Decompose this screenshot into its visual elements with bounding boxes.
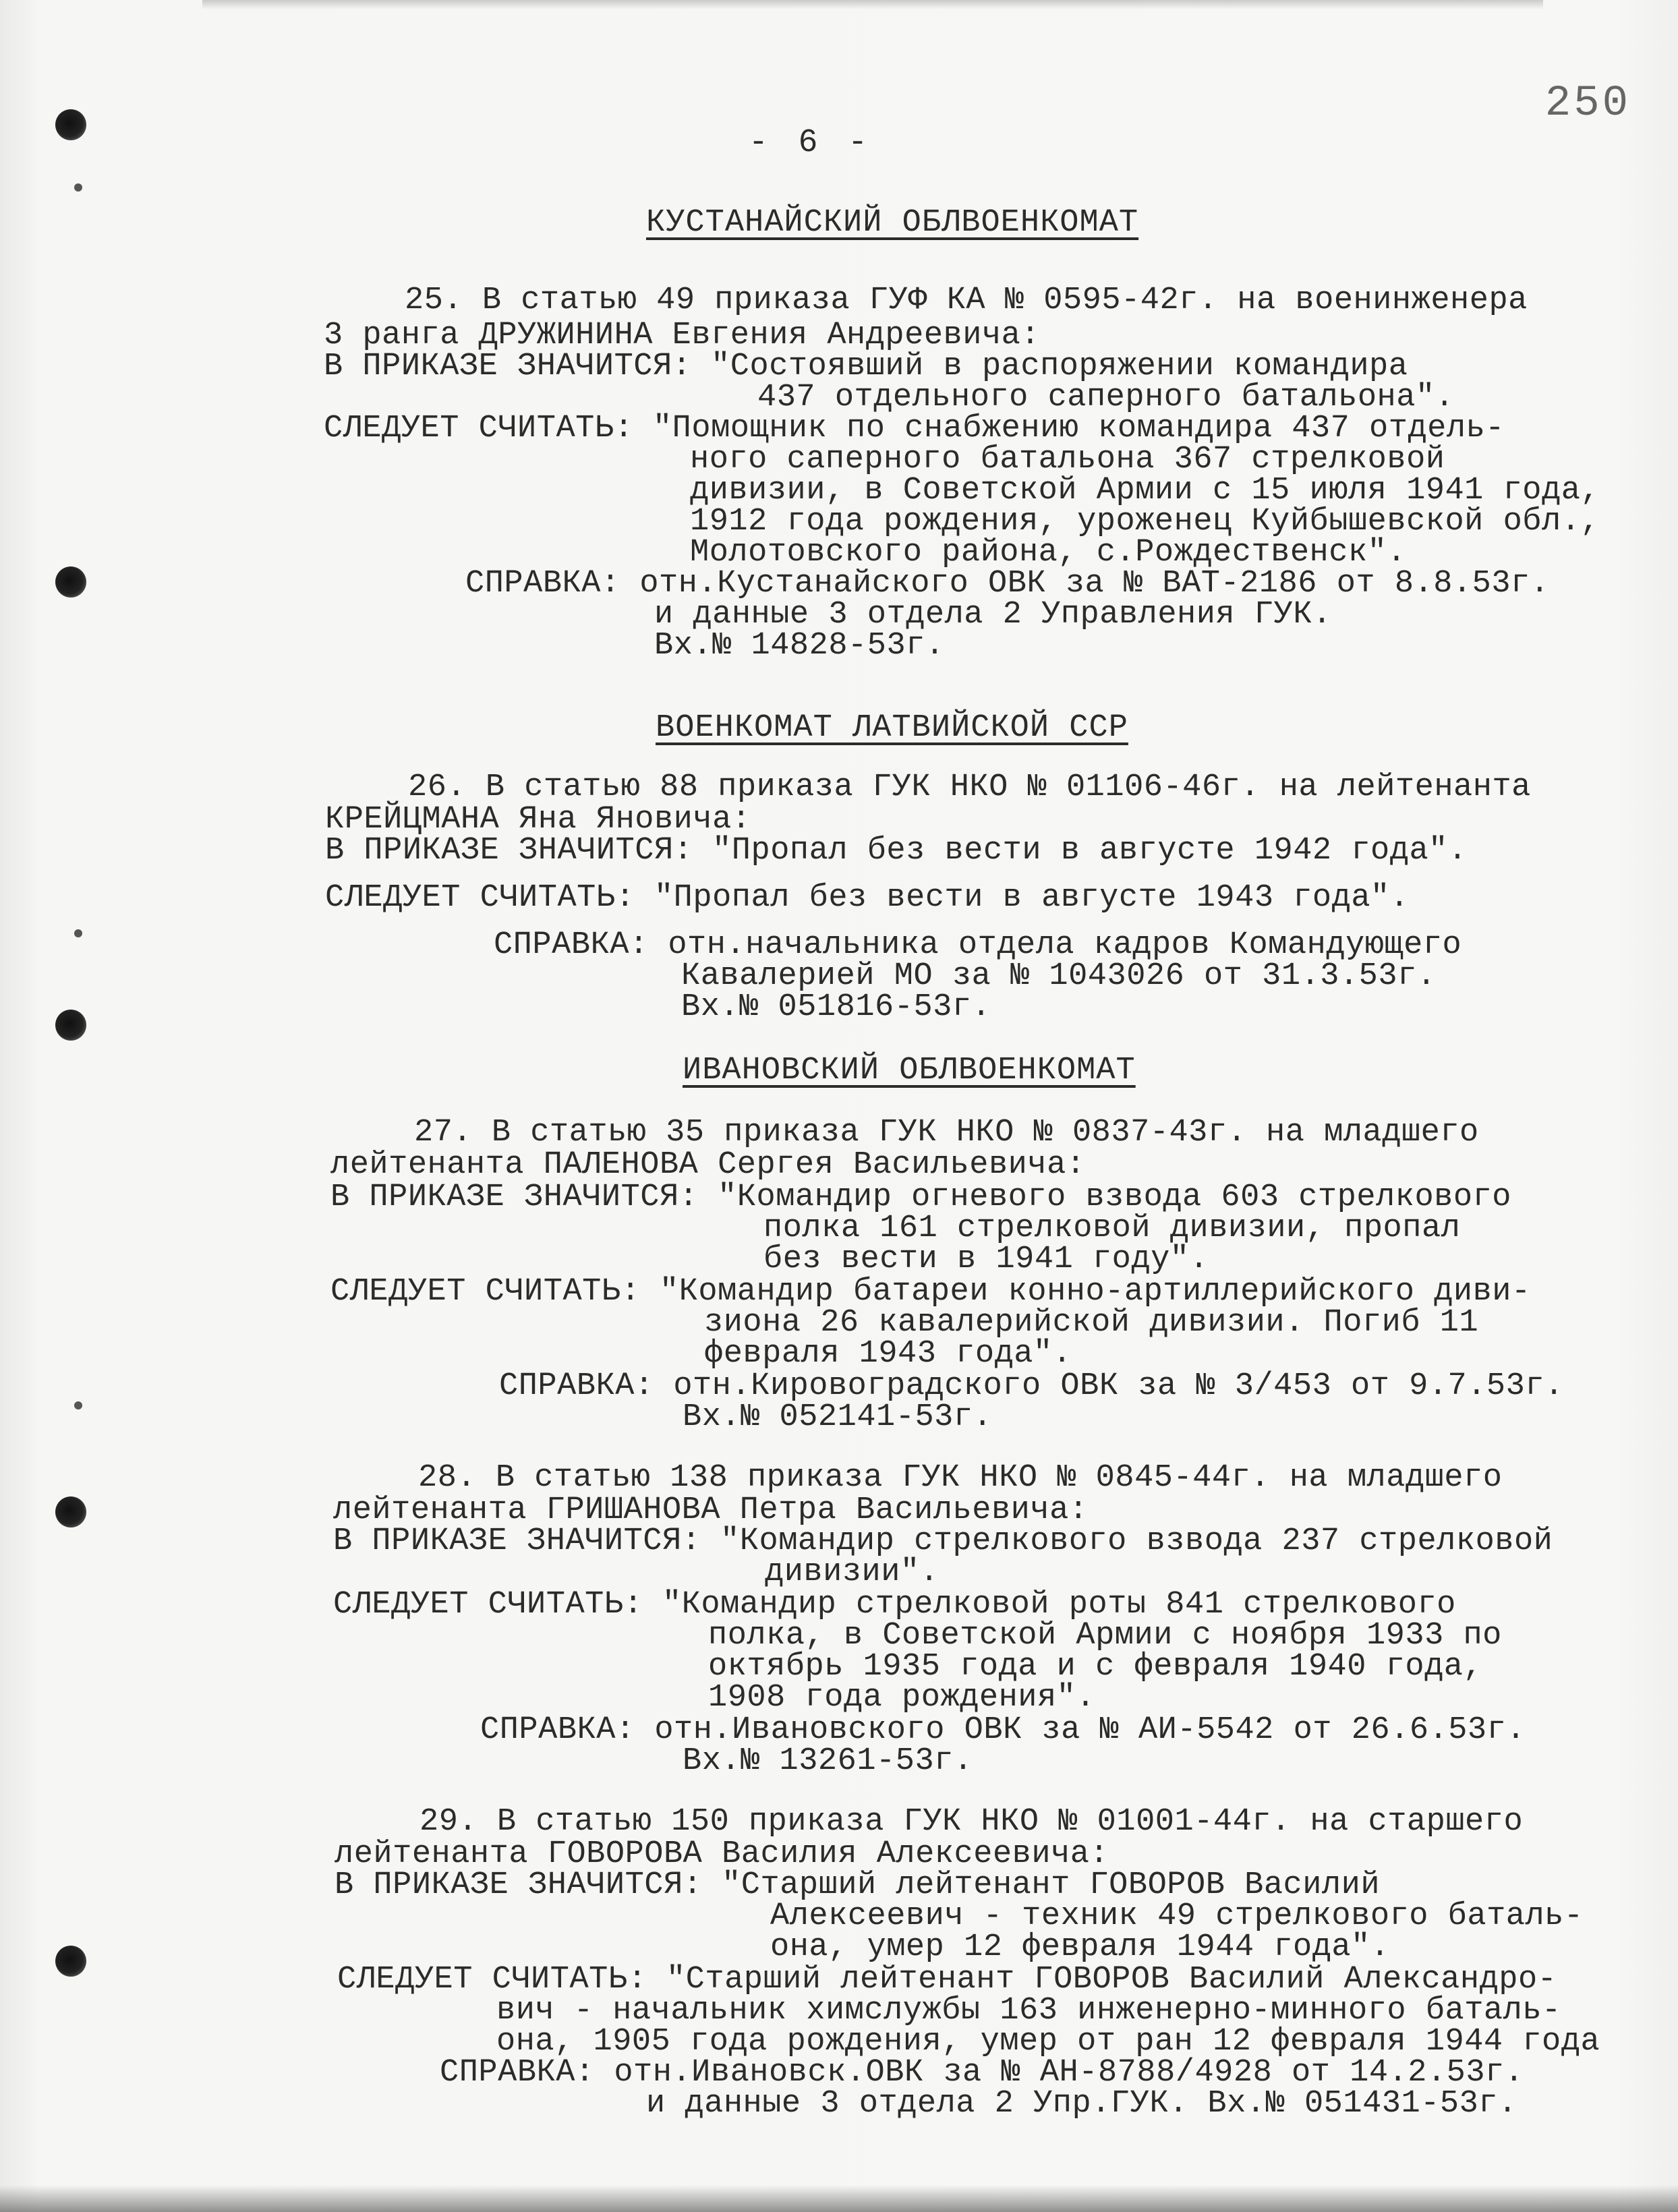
entry-text: и данные 3 отдела 2 Управления ГУК. [654, 597, 1332, 633]
page-number: - 6 - [749, 125, 873, 161]
entry-text: вич - начальник химслужбы 163 инженерно-минного баталь- [496, 1993, 1561, 2029]
entry-text: СПРАВКА: отн.Ивановского ОВК за № АИ-5542 от 26.6.53г. [480, 1712, 1526, 1748]
entry-text: СПРАВКА: отн.начальника отдела кадров Командующего [494, 927, 1462, 963]
entry-text: 29. В статью 150 приказа ГУК НКО № 01001-44г. на старшего [420, 1804, 1524, 1840]
entry-text: 437 отдельного саперного батальона". [757, 380, 1455, 415]
entry-text: Вх.№ 051816-53г. [681, 989, 991, 1025]
entry-text: Вх.№ 052141-53г. [683, 1399, 993, 1435]
entry-text: Вх.№ 13261-53г. [683, 1743, 973, 1779]
punch-hole [55, 1946, 86, 1977]
scan-speck [74, 183, 82, 192]
section-heading: ВОЕНКОМАТ ЛАТВИЙСКОЙ ССР [656, 710, 1128, 746]
entry-text: октябрь 1935 года и с февраля 1940 года, [708, 1649, 1483, 1685]
scan-speck [74, 929, 82, 937]
entry-text: Вх.№ 14828-53г. [654, 628, 945, 664]
entry-text: ного саперного батальона 367 стрелковой [690, 442, 1445, 477]
entry-text: она, умер 12 февраля 1944 года". [770, 1929, 1390, 1965]
punch-hole [55, 1496, 86, 1527]
entry-text: СПРАВКА: отн.Кировоградского ОВК за № 3/453 от 9.7.53г. [499, 1368, 1564, 1404]
entry-text: СПРАВКА: отн.Ивановск.ОВК за № АН-8788/4928 от 14.2.53г. [440, 2055, 1524, 2091]
entry-text: СЛЕДУЕТ СЧИТАТЬ: "Пропал без вести в августе 1943 года". [325, 880, 1410, 916]
scan-edge-bottom [0, 2185, 1678, 2212]
entry-text: февраля 1943 года". [704, 1336, 1072, 1372]
entry-text: СЛЕДУЕТ СЧИТАТЬ: "Командир стрелковой роты 841 стрелкового [333, 1587, 1456, 1623]
entry-text: 1908 года рождения". [708, 1680, 1096, 1716]
punch-hole [55, 109, 86, 140]
entry-text: Молотовского района, с.Рождественск". [690, 535, 1407, 571]
entry-text: В ПРИКАЗЕ ЗНАЧИТСЯ: "Пропал без вести в августе 1942 года". [325, 833, 1468, 869]
entry-text: КРЕЙЦМАНА Яна Яновича: [325, 802, 751, 838]
entry-text: лейтенанта ПАЛЕНОВА Сергея Васильевича: [330, 1147, 1086, 1183]
scan-speck [74, 1401, 82, 1409]
punch-hole [55, 1010, 86, 1041]
entry-text: дивизии, в Советской Армии с 15 июля 1941 года, [690, 473, 1600, 508]
entry-text: Алексеевич - техник 49 стрелкового баталь- [770, 1898, 1584, 1934]
entry-text: 3 ранга ДРУЖИНИНА Евгения Андреевича: [324, 318, 1041, 353]
entry-text: полка 161 стрелковой дивизии, пропал [763, 1211, 1461, 1246]
entry-text: 27. В статью 35 приказа ГУК НКО № 0837-43г. на младшего [414, 1115, 1479, 1151]
entry-text: дивизии". [765, 1554, 939, 1590]
entry-text: лейтенанта ГОВОРОВА Василия Алексеевича: [335, 1836, 1109, 1872]
entry-text: 1912 года рождения, уроженец Куйбышевской обл., [690, 504, 1600, 540]
entry-text: СЛЕДУЕТ СЧИТАТЬ: "Помощник по снабжению командира 437 отдель- [324, 411, 1505, 446]
archive-stamp-number: 250 [1544, 80, 1631, 128]
entry-text: 26. В статью 88 приказа ГУК НКО № 01106-46г. на лейтенанта [408, 769, 1531, 805]
entry-text: В ПРИКАЗЕ ЗНАЧИТСЯ: "Состоявший в распоряжении командира [324, 349, 1408, 384]
entry-text: Кавалерией МО за № 1043026 от 31.3.53г. [681, 958, 1437, 994]
entry-text: полка, в Советской Армии с ноября 1933 по [708, 1618, 1502, 1654]
entry-text: В ПРИКАЗЕ ЗНАЧИТСЯ: "Старший лейтенант ГОВОРОВ Василий [335, 1867, 1381, 1903]
entry-text: она, 1905 года рождения, умер от ран 12 февраля 1944 года [496, 2024, 1600, 2060]
punch-hole [55, 566, 86, 598]
entry-text: 28. В статью 138 приказа ГУК НКО № 0845-44г. на младшего [418, 1460, 1503, 1496]
entry-text: СЛЕДУЕТ СЧИТАТЬ: "Командир батареи конно-артиллерийского диви- [330, 1274, 1531, 1310]
scan-edge-top [202, 0, 1543, 9]
entry-text: В ПРИКАЗЕ ЗНАЧИТСЯ: "Командир огневого взвода 603 стрелкового [330, 1180, 1511, 1215]
entry-text: 25. В статью 49 приказа ГУФ КА № 0595-42г. на военинженера [405, 283, 1528, 318]
entry-text: лейтенанта ГРИШАНОВА Петра Васильевича: [333, 1492, 1089, 1528]
entry-text: В ПРИКАЗЕ ЗНАЧИТСЯ: "Командир стрелкового взвода 237 стрелковой [333, 1523, 1553, 1559]
entry-text: СПРАВКА: отн.Кустанайского ОВК за № ВАТ-2186 от 8.8.53г. [465, 566, 1550, 602]
section-heading: КУСТАНАЙСКИЙ ОБЛВОЕНКОМАТ [646, 205, 1139, 241]
entry-text: без вести в 1941 году". [763, 1242, 1209, 1277]
entry-text: СЛЕДУЕТ СЧИТАТЬ: "Старший лейтенант ГОВОРОВ Василий Александро- [337, 1962, 1557, 1998]
entry-text: и данные 3 отдела 2 Упр.ГУК. Вх.№ 051431-53г. [646, 2086, 1517, 2122]
entry-text: зиона 26 кавалерийской дивизии. Погиб 11 [704, 1305, 1479, 1341]
section-heading: ИВАНОВСКИЙ ОБЛВОЕНКОМАТ [683, 1053, 1136, 1088]
